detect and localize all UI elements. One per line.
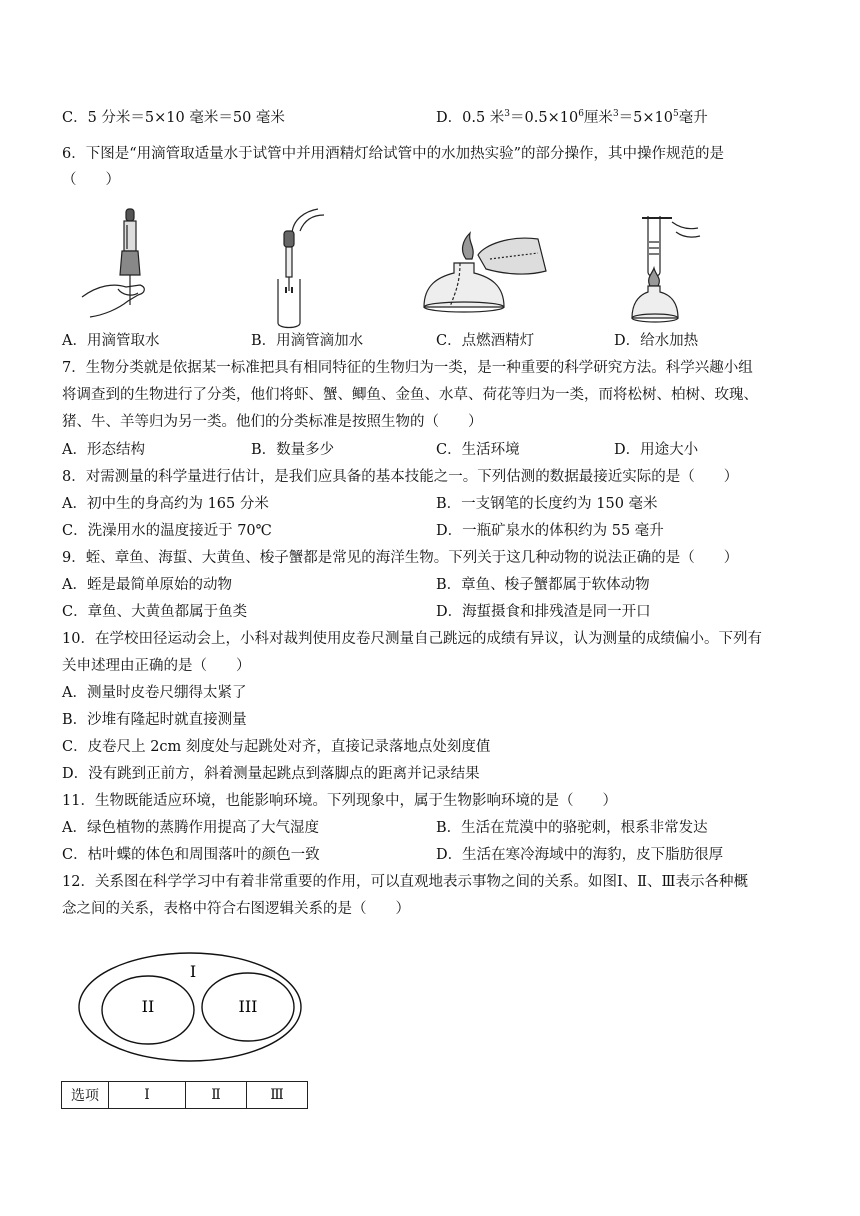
q8-option-d: D．一瓶矿泉水的体积约为 55 毫升	[436, 523, 664, 539]
venn-label-3: III	[238, 997, 258, 1016]
q12-stem-line2: 念之间的关系，表格中符合右图逻辑关系的是（ ）	[62, 901, 410, 917]
q7-stem-line3: 猪、牛、羊等归为另一类。他们的分类标准是按照生物的（ ）	[62, 414, 483, 430]
q7-option-a: A．形态结构	[62, 442, 145, 458]
q7-option-d: D．用途大小	[614, 442, 699, 458]
q8-option-c: C．洗澡用水的温度接近于 70℃	[62, 523, 272, 539]
q7-stem-line2: 将调查到的生物进行了分类，他们将虾、蟹、鲫鱼、金鱼、水草、荷花等归为一类，而将松树、柏树、玫瑰、	[62, 387, 758, 403]
q8-stem: 8．对需测量的科学量进行估计，是我们应具备的基本技能之一。下列估测的数据最接近实际的是（ ）	[62, 469, 739, 485]
q10-option-c: C．皮卷尺上 2cm 刻度处与起跳处对齐，直接记录落地点处刻度值	[62, 739, 491, 755]
q7-stem-line1: 7．生物分类就是依据某一标准把具有相同特征的生物归为一类，是一种重要的科学研究方法。科学兴趣小组	[62, 360, 753, 376]
venn-label-2: II	[141, 997, 155, 1016]
q10-stem-line2: 关申述理由正确的是（ ）	[62, 658, 251, 674]
q8-option-b: B．一支钢笔的长度约为 150 毫米	[436, 496, 658, 512]
q6-caption-b: B．用滴管滴加水	[251, 333, 364, 349]
q6-caption-a: A．用滴管取水	[62, 333, 160, 349]
venn-diagram	[76, 950, 306, 1065]
q6-caption-c: C．点燃酒精灯	[436, 333, 535, 349]
options-table	[61, 1081, 308, 1109]
dropper-take-water-figure	[78, 205, 168, 325]
q9-option-c: C．章鱼、大黄鱼都属于鱼类	[62, 604, 248, 620]
q5-option-d: D．0.5 米$^3=0.5\times 10^6$厘米$^3=5\times 10^5$毫升	[436, 109, 708, 126]
q10-stem-line1: 10．在学校田径运动会上，小科对裁判使用皮卷尺测量自己跳远的成绩有异议，认为测量的成绩偏小。下列有	[62, 631, 762, 647]
q9-option-a: A．蛭是最简单原始的动物	[62, 577, 232, 593]
table-header-cell: Ⅲ	[247, 1082, 308, 1109]
q11-stem: 11．生物既能适应环境，也能影响环境。下列现象中，属于生物影响环境的是（ ）	[62, 793, 617, 809]
q11-option-b: B．生活在荒漠中的骆驼刺，根系非常发达	[436, 820, 708, 836]
table-header-cell: 选项	[62, 1082, 109, 1109]
q10-option-a: A．测量时皮卷尺绷得太紧了	[62, 685, 247, 701]
q9-option-b: B．章鱼、梭子蟹都属于软体动物	[436, 577, 650, 593]
table-header-cell: Ⅰ	[109, 1082, 186, 1109]
q7-option-c: C．生活环境	[436, 442, 520, 458]
heat-water-figure	[622, 212, 702, 327]
q8-option-a: A．初中生的身高约为 165 分米	[62, 496, 269, 512]
q10-option-d: D．没有跳到正前方，斜着测量起跳点到落脚点的距离并记录结果	[62, 766, 480, 782]
q11-option-c: C．枯叶蝶的体色和周围落叶的颜色一致	[62, 847, 320, 863]
q11-option-a: A．绿色植物的蒸腾作用提高了大气湿度	[62, 820, 319, 836]
q7-option-b: B．数量多少	[251, 442, 335, 458]
q9-stem: 9．蛭、章鱼、海蜇、大黄鱼、梭子蟹都是常见的海洋生物。下列关于这几种动物的说法正确的是（ ）	[62, 550, 739, 566]
light-alcohol-lamp-figure	[414, 215, 554, 325]
venn-label-1: I	[189, 962, 197, 981]
dropper-add-water-figure	[262, 205, 332, 330]
q6-caption-d: D．给水加热	[614, 333, 699, 349]
q10-option-b: B．沙堆有隆起时就直接测量	[62, 712, 247, 728]
q6-stem: 6．下图是“用滴管取适量水于试管中并用酒精灯给试管中的水加热实验”的部分操作，其中操作规范的是	[62, 146, 725, 162]
q11-option-d: D．生活在寒冷海域中的海豹，皮下脂肪很厚	[436, 847, 724, 863]
q5-option-c: C．5 分米＝5×10 毫米＝50 毫米	[62, 110, 285, 126]
q9-option-d: D．海蜇摄食和排残渣是同一开口	[436, 604, 651, 620]
table-header-cell: Ⅱ	[186, 1082, 247, 1109]
q12-stem-line1: 12．关系图在科学学习中有着非常重要的作用，可以直观地表示事物之间的关系。如图Ⅰ、Ⅱ、Ⅲ表示各种概	[62, 874, 749, 890]
q6-blank: （ ）	[62, 172, 120, 188]
table-header-row	[62, 1082, 308, 1109]
